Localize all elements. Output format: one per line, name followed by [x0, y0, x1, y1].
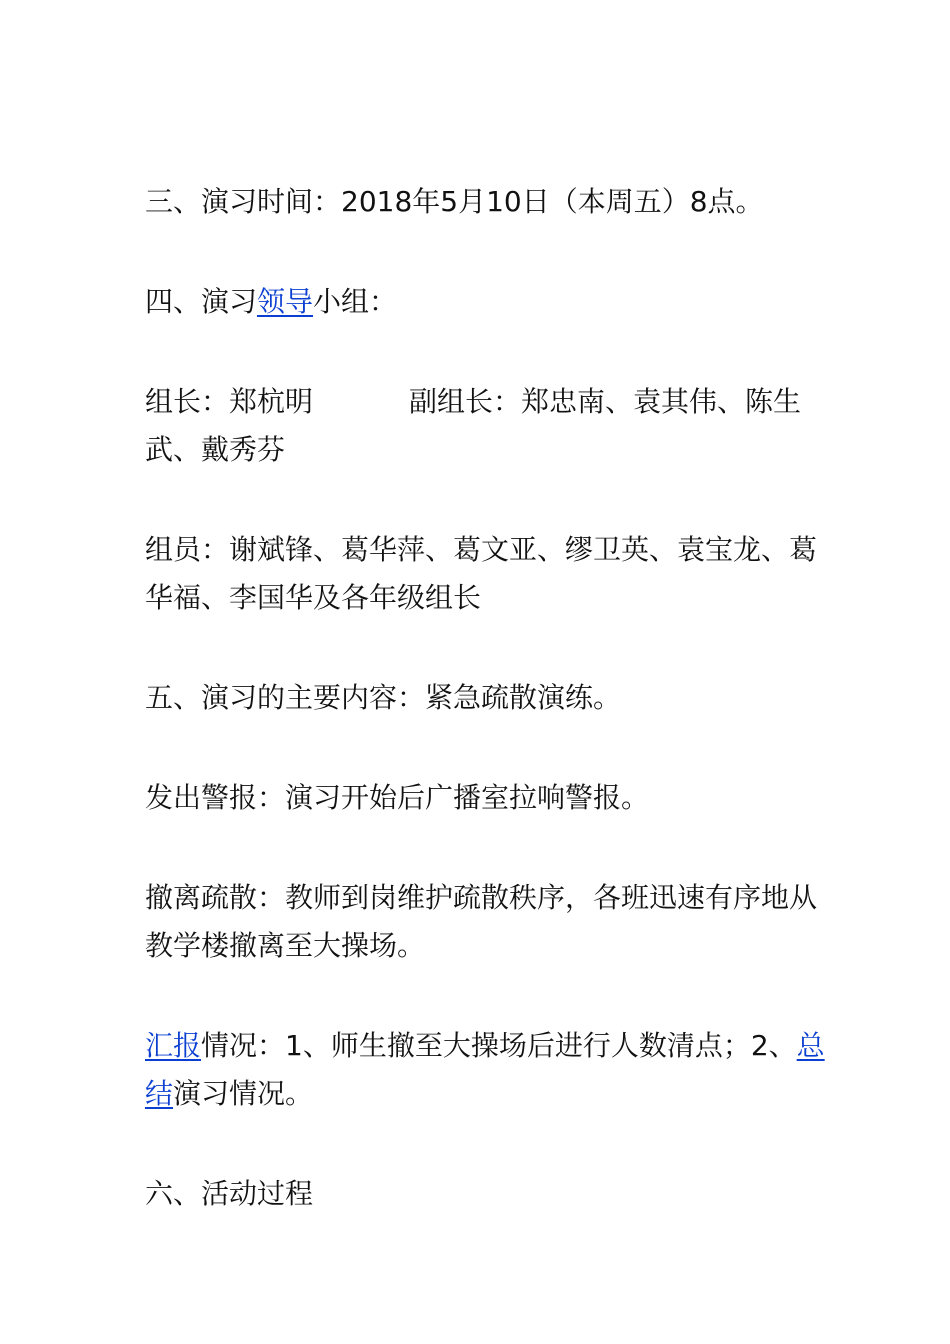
deputy-leaders-text: 副组长：郑忠南、袁其伟、陈生武、戴秀芬 — [145, 385, 802, 466]
alarm-text: 发出警报：演习开始后广播室拉响警报。 — [145, 781, 650, 814]
summary-link[interactable]: 总结 — [145, 1029, 825, 1110]
report-link[interactable]: 汇报 — [145, 1029, 202, 1062]
leadership-heading-prefix: 四、演习 — [145, 285, 258, 318]
main-content-text: 五、演习的主要内容：紧急疏散演练。 — [145, 681, 622, 714]
paragraph-drill-time — [145, 178, 835, 226]
paragraph-main-content — [145, 674, 835, 722]
group-members-text: 组员：谢斌锋、葛华萍、葛文亚、缪卫英、袁宝龙、葛华福、李国华及各年级组长 — [145, 533, 818, 614]
report-suffix-text: 演习情况。 — [173, 1077, 314, 1110]
paragraph-alarm — [145, 774, 835, 822]
paragraph-evacuation — [145, 874, 835, 970]
paragraph-leaders — [145, 378, 835, 474]
group-leader-text: 组长：郑杭明 — [145, 385, 314, 418]
evacuation-text: 撤离疏散：教师到岗维护疏散秩序，各班迅速有序地从教学楼撤离至大操场。 — [145, 881, 818, 962]
paragraph-leadership-group — [145, 278, 835, 326]
report-text: 情况：1、师生撤至大操场后进行人数清点；2、 — [201, 1029, 797, 1062]
paragraph-activity-process — [145, 1170, 835, 1218]
drill-time-text: 三、演习时间：2018年5月10日（本周五）8点。 — [145, 185, 764, 218]
leadership-heading-suffix: 小组： — [313, 285, 398, 318]
activity-process-heading: 六、活动过程 — [145, 1177, 314, 1210]
paragraph-report — [145, 1022, 835, 1118]
leadership-link[interactable]: 领导 — [257, 285, 314, 318]
document-body — [145, 178, 835, 1270]
paragraph-members — [145, 526, 835, 622]
